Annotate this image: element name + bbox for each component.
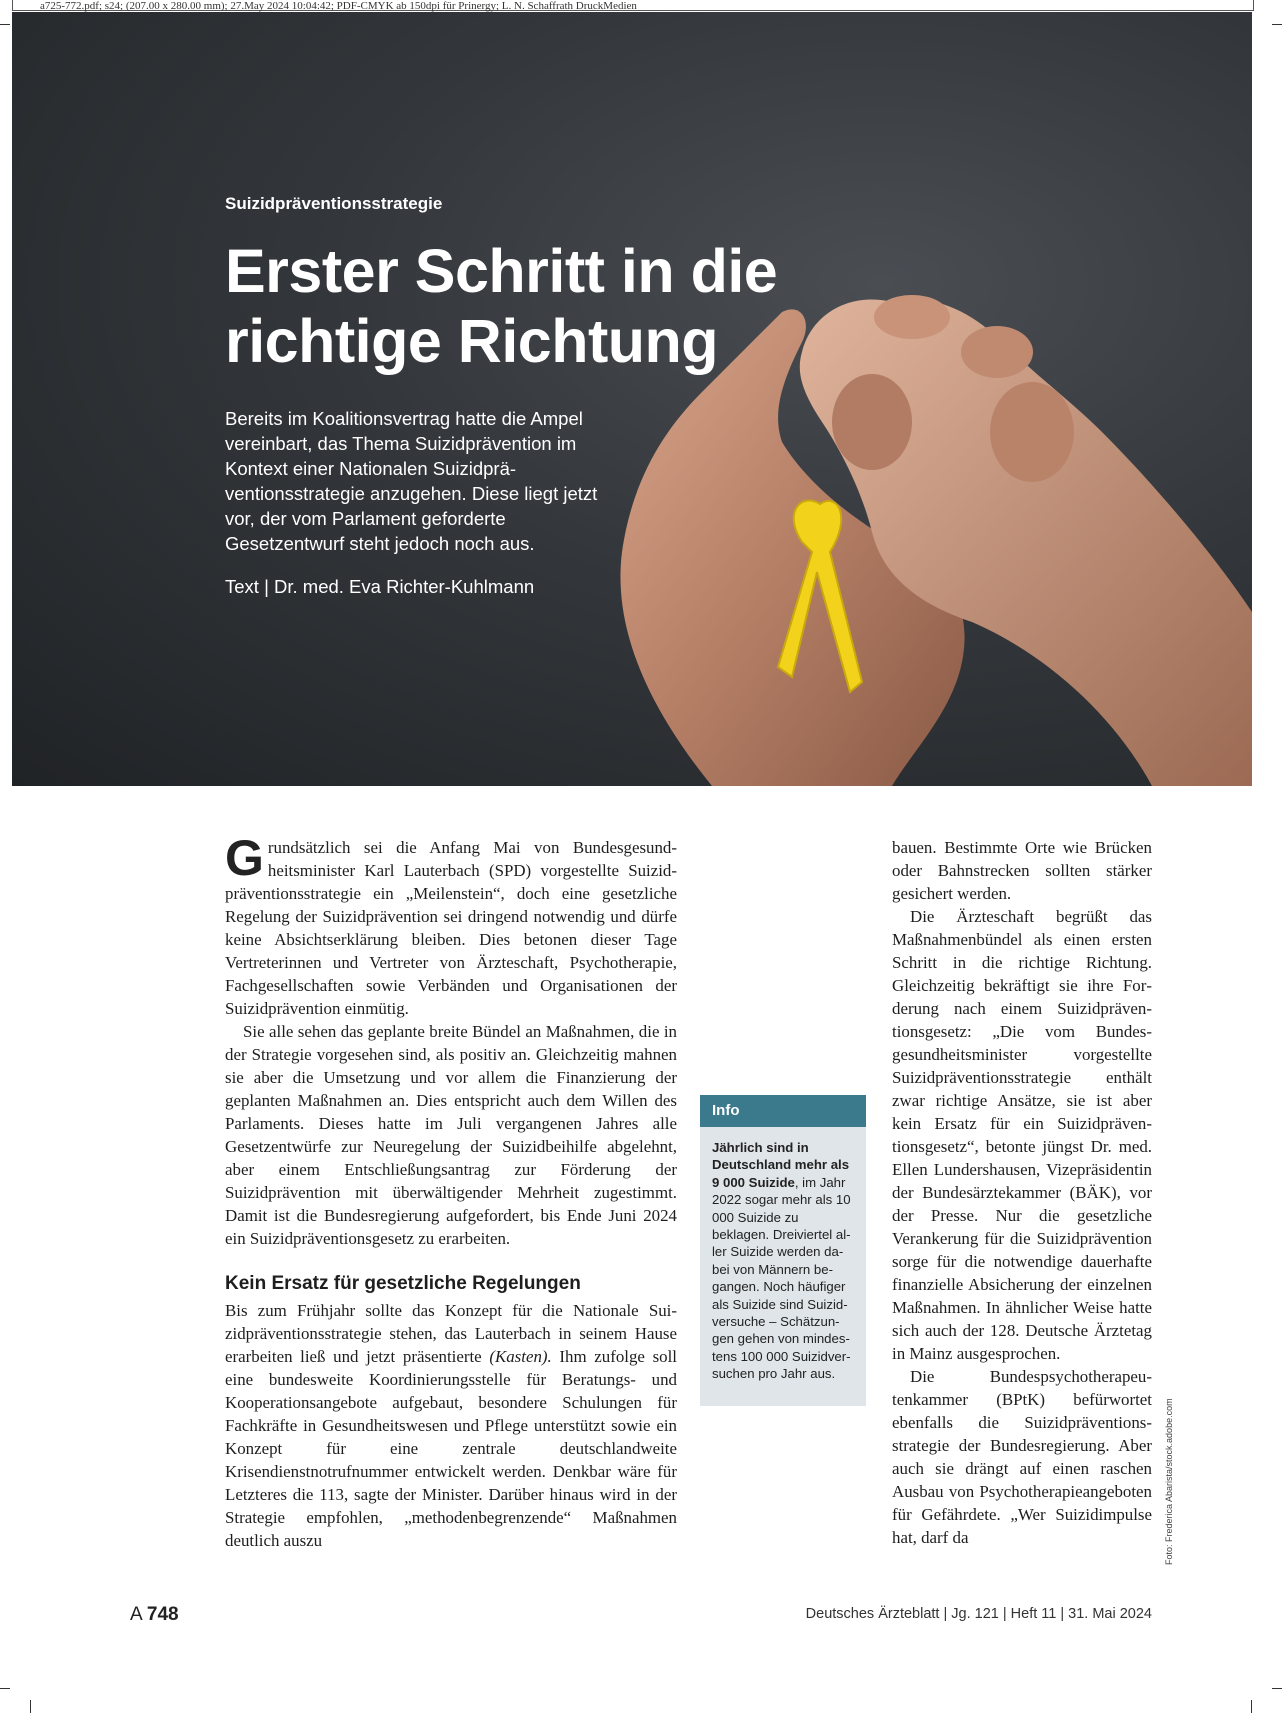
crop-mark (0, 1688, 10, 1689)
info-box (700, 1095, 866, 1406)
publication-info: Deutsches Ärzteblatt | Jg. 121 | Heft 11 | 31. Mai 2024 (805, 1606, 1152, 1622)
headline-line-1: Erster Schritt in die (225, 237, 778, 305)
paragraph-5: Die Ärzteschaft begrüßt das Maßnahmenbündel als einen ersten Schritt in die richtige Richtung. Gleichzeitig bekräftigt sie ihre Forderung nach einem Suizidpräventionsgesetz: „Die vom Bundesgesundheitsminister vorgestellte Suizidpräventionsstrategie enthält zwar richtige Ansätze, sie ist aber kein Ersatz für ein Suizidpräventionsgesetz“, betonte jüngst Dr. med. Ellen Lundershausen, Vizepräsidentin der Bundesärztekammer (BÄK), vor der Presse. Nur die gesetzliche Verankerung für die Suizidprävention sorge für die notwendige dauerhafte finanzielle Absicherung der einzelnen Maßnahmen. In ähnlicher Weise hatte sich auch der 128. Deutsche Ärztetag in Mainz ausgesprochen. (892, 907, 1152, 1363)
info-box-text: , im Jahr 2022 sogar mehr als 10 000 Suizide zu beklagen. Dreiviertel aller Suizide werden dabei von Männern begangen. Noch häufiger als Suizide sind Suizidversuche – Schätzungen gehen von mindestens 100 000 Suizidversuchen pro Jahr aus. (712, 1174, 851, 1382)
info-box-title: Info (700, 1095, 866, 1127)
article-kicker: Suizidpräventionsstrategie (225, 194, 443, 213)
section-subheading: Kein Ersatz für gesetzliche Regelungen (225, 1273, 581, 1294)
article-column-1 (225, 830, 677, 1552)
page-number (130, 1604, 179, 1626)
box-reference: (Kasten). (489, 1347, 552, 1366)
knuckle (961, 326, 1033, 378)
crop-mark (1272, 1688, 1282, 1689)
drop-cap: G (225, 830, 264, 886)
crop-mark (30, 1700, 31, 1713)
crop-mark (1251, 1700, 1252, 1713)
knuckle (874, 295, 950, 339)
photo-credit: Foto: Frederica Abarista/stock.adobe.com (1164, 1398, 1174, 1565)
hero-text-block (225, 194, 785, 598)
page-number-value: 748 (146, 1604, 179, 1625)
info-box-body (700, 1127, 866, 1383)
paragraph-4: bauen. Bestimmte Orte wie Brücken oder Bahnstrecken sollten stärker gesichert werden. (892, 838, 1152, 903)
print-slug: a725-772.pdf; s24; (207.00 x 280.00 mm); 27.May 2024 10:04:42; PDF-CMYK ab 150dpi für Prinergy; L. N. Schaffrath DruckMedien (40, 0, 637, 12)
paragraph-1 (225, 830, 677, 1020)
headline-line-2: richtige Richtung (225, 307, 719, 375)
article-teaser: Bereits im Koalitionsvertrag hatte die Ampel vereinbart, das Thema Suizidprävention im Kontext einer Nationalen Suizidpräventionsstrategie anzugehen. Diese liegt jetzt vor, der vom Parlament geforderte Gesetzentwurf steht jedoch noch aus. (225, 408, 598, 554)
hero-image (12, 12, 1252, 786)
article-byline: Text | Dr. med. Eva Richter-Kuhlmann (225, 576, 535, 597)
crop-mark (1272, 24, 1282, 25)
paragraph-3 (225, 1299, 677, 1552)
info-box-lead: Jährlich sind in Deutschland mehr als 9 000 Suizide (712, 1140, 850, 1190)
paragraph-2: Sie alle sehen das geplante breite Bündel an Maßnahmen, die in der Strategie vorgesehen sind, als positiv an. Gleichzeitig mahnen sie aber die Umsetzung und vor allem die Finanzierung der geplanten Maßnahmen an. Dies entspricht auch dem Willen des Parlaments. Dieses hatte im Juli vergangenen Jahres alle Gesetzentwürfe zur Neuregelung der Suizidbeihilfe abgelehnt, aber einem Entschließungsantrag zur Förderung der Suizidprävention mit überwältigender Mehrheit zugestimmt. Damit ist die Bundesregierung aufgefordert, bis Ende Juni 2024 ein Suizidpräventionsgesetz zu erarbeiten. (225, 1022, 677, 1248)
thumb (990, 382, 1074, 482)
finger (832, 374, 912, 470)
paragraph-3-text-a: Bis zum Frühjahr sollte das Konzept für die Nationale Suizidpräventionsstrategie stehen, das Lauterbach in seinem Hause erarbeiten ließ und jetzt präsentierte (225, 1301, 677, 1366)
paragraph-3-text-b: Ihm zufolge soll eine bundesweite Koordinierungsstelle für Beratungs- und Kooperationsangebote aufgebaut, besondere Schulungen für Fachkräfte in Gesundheitswesen und Pflege unterstützt sowie ein Konzept für eine zentrale deutschlandweite Krisendienstnotrufnummer entwickelt werden. Denkbar wäre für Letzteres die 113, sagte der Minister. Darüber hinaus wird in der Strategie empfohlen, „methodenbegrenzende“ Maßnahmen deutlich auszu (225, 1347, 677, 1550)
page-prefix: A (130, 1604, 142, 1625)
paragraph-6: Die Bundespsychotherapeutenkammer (BPtK) befürwortet ebenfalls die Suizidpräventionsstrategie der Bundesregierung. Aber auch sie drängt auf einen raschen Ausbau von Psychotherapieangeboten für Gefährdete. „Wer Suizidimpulse hat, darf da (892, 1367, 1152, 1547)
article-column-3 (892, 836, 1152, 1549)
article-headline (225, 236, 785, 376)
paragraph-1-text: rundsätzlich sei die Anfang Mai von Bundesgesundheitsminister Karl Lauterbach (SPD) vorgestellte Suizidpräventionsstrategie ein „Meilenstein“, doch eine gesetzliche Regelung der Suizidprävention sei dringend notwendig und dürfe keine Absichtserklärung bleiben. Dies betonen dieser Tage Vertreterinnen und Vertreter von Ärzteschaft, Psychotherapie, Fachgesellschaften sowie Verbänden und Organisationen der Suizidprävention einmütig. (225, 838, 677, 1018)
crop-mark (0, 24, 10, 25)
